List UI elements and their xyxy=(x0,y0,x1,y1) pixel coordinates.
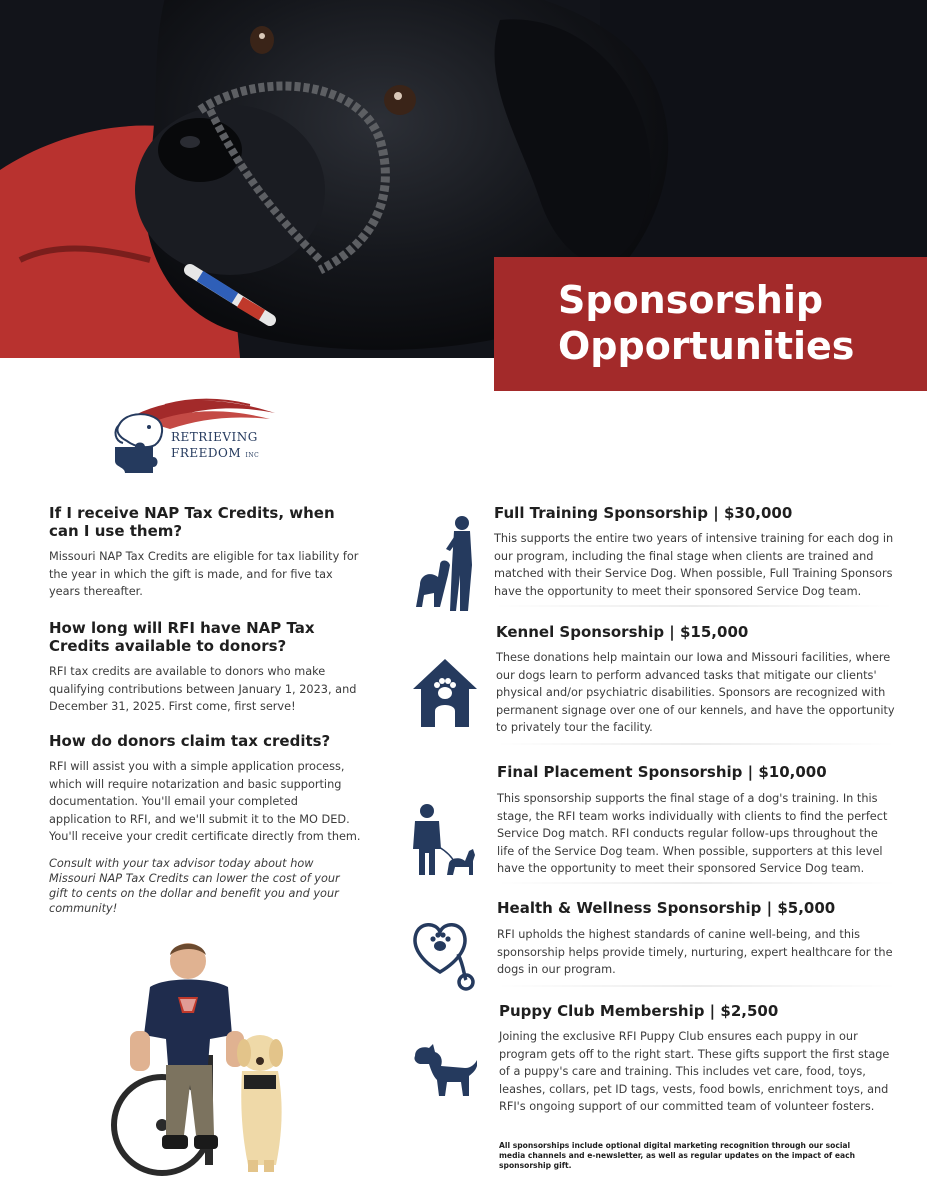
doghouse-paw-icon xyxy=(411,657,479,733)
logo-text-retrieving: RETRIEVING xyxy=(171,430,258,444)
sponsorship-title-health-wellness: Health & Wellness Sponsorship | $5,000 xyxy=(497,899,836,917)
sponsorship-title-puppy-club: Puppy Club Membership | $2,500 xyxy=(499,1002,779,1020)
faq-question-3: How do donors claim tax credits? xyxy=(49,732,331,750)
sponsorship-title-kennel: Kennel Sponsorship | $15,000 xyxy=(496,623,749,641)
divider xyxy=(494,605,894,607)
faq-answer-2: RFI tax credits are available to donors who make qualifying contributions between January 1, 2023, and December 31, 2025. First come, first serve! xyxy=(49,665,357,713)
faq-question-2: How long will RFI have NAP Tax Credits available to donors? xyxy=(49,619,315,655)
faq-question-1: If I receive NAP Tax Credits, when can I use them? xyxy=(49,504,335,540)
faq-answer-1: Missouri NAP Tax Credits are eligible for tax liability for the year in which the gift is made, and for five tax years thereafter. xyxy=(49,550,359,598)
footer-note: All sponsorships include optional digital marketing recognition through our social media channels and e-newsletter, as well as regular updates on the impact of each sponsorship gift. xyxy=(499,1141,856,1171)
sponsorship-desc-final-placement: This sponsorship supports the final stage of a dog's training. In this stage, the RFI team works individually with clients to find the perfect Service Dog match. RFI conducts regular follow-ups throughout the life of the Service Dog team. When possible, supporters at this level have the opportunity to meet their sponsored Service Dog team. xyxy=(497,792,888,875)
stethoscope-paw-icon xyxy=(410,916,480,996)
logo-text-freedom: FREEDOM INC xyxy=(171,446,260,460)
sponsorship-title-final-placement: Final Placement Sponsorship | $10,000 xyxy=(497,763,827,781)
page-title: Sponsorship Opportunities xyxy=(558,278,855,368)
retrieving-freedom-logo xyxy=(105,395,280,475)
trainer-and-dog-icon xyxy=(410,515,482,617)
divider xyxy=(497,985,897,987)
title-banner xyxy=(494,257,927,391)
faq-answer-3: RFI will assist you with a simple application process, which will require notarization and basic supporting documentation. You'll email your completed application to RFI, and we'll submit it to the MO DED. You'll receive your credit certificate directly from them. xyxy=(49,760,361,843)
puppy-icon xyxy=(411,1042,479,1102)
divider xyxy=(497,882,897,884)
consult-note: Consult with your tax advisor today about how Missouri NAP Tax Credits can lower the cost of your gift to cents on the dollar and benefit you and your community! xyxy=(49,857,340,915)
sponsorship-desc-kennel: These donations help maintain our Iowa and Missouri facilities, where our dogs learn to perform advanced tasks that mitigate our clients' physical and/or psychiatric disabilities. Sponsors are recognized with permanent signage over one of our kennels, and have the opportunity to privately tour the facility. xyxy=(496,651,895,734)
sponsorship-desc-puppy-club: Joining the exclusive RFI Puppy Club ensures each puppy in our program gets off to the right start. These gifts support the first stage of a puppy's care and training. This includes vet care, food, toys, leashes, collars, pet ID tags, vests, food bowls, enrichment toys, and RFI's ongoing support of our committed team of volunteer fosters. xyxy=(499,1030,890,1113)
sponsorship-desc-full-training: This supports the entire two years of intensive training for each dog in our program, including the final stage when clients are trained and matched with their Service Dog. When possible, Full Training Sponsors have the opportunity to meet their sponsored Service Dog team. xyxy=(494,532,894,598)
divider xyxy=(496,743,896,745)
wheelchair-user-with-service-dog-photo xyxy=(110,935,310,1183)
person-and-dog-illustration xyxy=(110,935,310,1183)
person-with-dog-icon xyxy=(409,803,481,881)
sponsorship-desc-health-wellness: RFI upholds the highest standards of canine well-being, and this sponsorship helps provide timely, nurturing, expert healthcare for the dogs in our program. xyxy=(497,928,893,976)
sponsorship-title-full-training: Full Training Sponsorship | $30,000 xyxy=(494,504,793,522)
